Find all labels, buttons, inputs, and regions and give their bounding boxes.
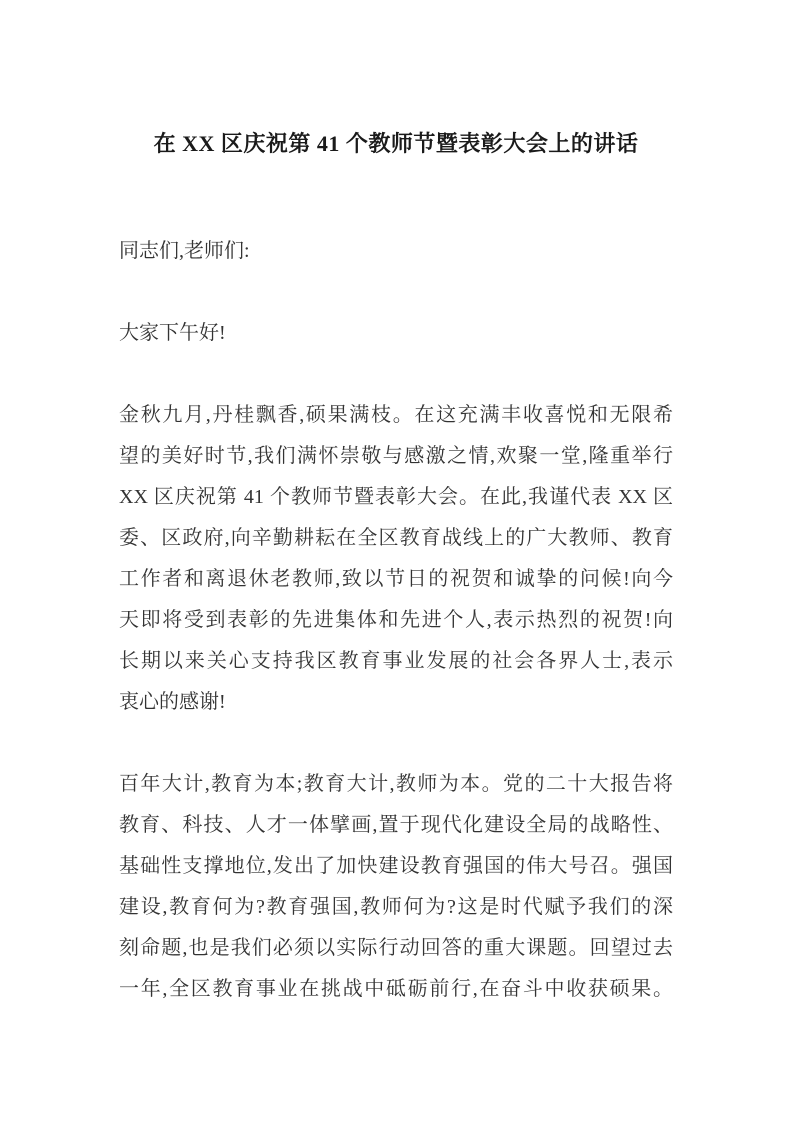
document-paragraphs xyxy=(119,231,673,1010)
document-title: 在 XX 区庆祝第 41 个教师节暨表彰大会上的讲话 xyxy=(153,131,639,156)
paragraph xyxy=(119,231,673,272)
paragraph xyxy=(119,764,673,1010)
text-line: 工作者和离退休老教师,致以节日的祝贺和诚挚的问候!向今 xyxy=(119,568,673,590)
text-line: 基础性支撑地位,发出了加快建设教育强国的伟大号召。强国 xyxy=(119,855,673,877)
text-line: 委、区政府,向辛勤耕耘在全区教育战线上的广大教师、教育 xyxy=(119,527,673,549)
text-line: 同志们,老师们: xyxy=(119,240,250,262)
text-line: 衷心的感谢! xyxy=(119,691,226,713)
text-line: 一年,全区教育事业在挑战中砥砺前行,在奋斗中收获硕果。 xyxy=(119,978,673,1000)
paragraph xyxy=(119,313,673,354)
paragraph xyxy=(119,395,673,723)
text-line: 百年大计,教育为本;教育大计,教师为本。党的二十大报告将 xyxy=(119,773,673,795)
text-line: 长期以来关心支持我区教育事业发展的社会各界人士,表示 xyxy=(119,650,673,672)
text-line: 刻命题,也是我们必须以实际行动回答的重大课题。回望过去 xyxy=(119,937,673,959)
text-line: 金秋九月,丹桂飘香,硕果满枝。在这充满丰收喜悦和无限希 xyxy=(119,404,673,426)
text-line: 大家下午好! xyxy=(119,322,226,344)
text-line: 天即将受到表彰的先进集体和先进个人,表示热烈的祝贺!向 xyxy=(119,609,673,631)
text-line: 建设,教育何为?教育强国,教师何为?这是时代赋予我们的深 xyxy=(119,896,673,918)
text-line: 望的美好时节,我们满怀崇敬与感激之情,欢聚一堂,隆重举行 xyxy=(119,445,673,467)
text-line: XX 区庆祝第 41 个教师节暨表彰大会。在此,我谨代表 XX 区 xyxy=(119,486,673,508)
text-line: 教育、科技、人才一体擘画,置于现代化建设全局的战略性、 xyxy=(119,814,673,836)
